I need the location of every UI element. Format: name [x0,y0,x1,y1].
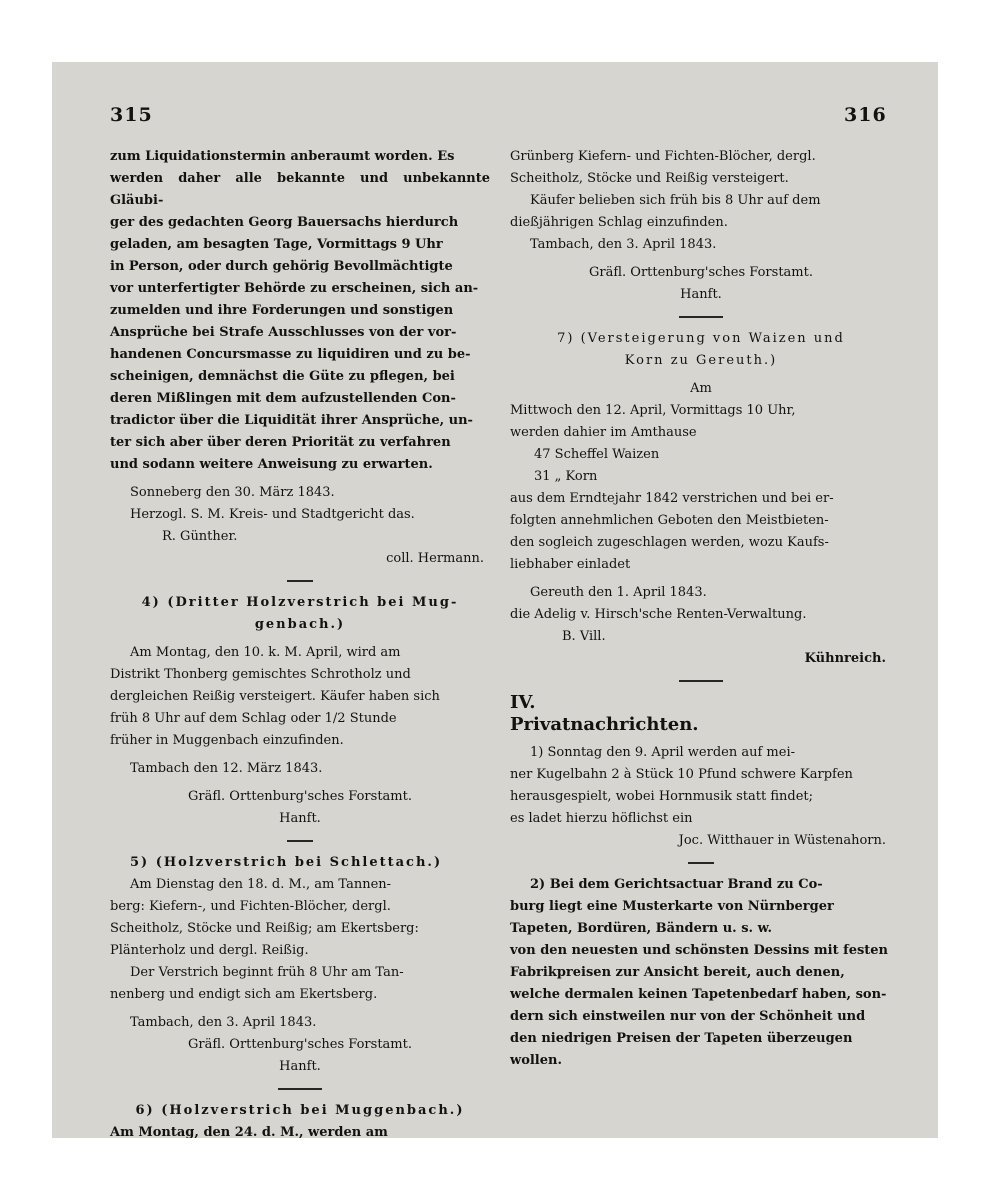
signature: Hanft. [279,1059,321,1074]
text-line: von den neuesten und schönsten Dessins mit festen [510,943,889,958]
text-line: werden dahier im Amthause [510,425,697,440]
text-line: dergleichen Reißig versteigert. Käufer haben sich [110,689,440,704]
text-line: Plänterholz und dergl. Reißig. [110,943,309,958]
section-divider [287,580,313,582]
section-title: Privatnachrichten. [510,714,699,735]
signature: B. Vill. [562,629,606,644]
text-line: ner Kugelbahn 2 à Stück 10 Pfund schwere Karpfen [510,767,853,782]
signature: Kühnreich. [804,651,886,666]
right-column [510,146,892,1072]
date-line: Sonneberg den 30. März 1843. [130,485,335,500]
notice-6-title: 6) (Holzverstrich bei Muggenbach.) [135,1103,465,1118]
signature: Hanft. [279,811,321,826]
text-line: Scheitholz, Stöcke und Reißig versteigert. [510,171,789,186]
date-line: Gereuth den 1. April 1843. [530,585,707,600]
text-line: aus dem Erndtejahr 1842 verstrichen und bei er- [510,491,834,506]
text-line: Käufer belieben sich früh bis 8 Uhr auf dem [530,193,821,208]
text-line: Tapeten, Bordüren, Bändern u. s. w. [510,921,772,936]
text-line: Grünberg Kiefern- und Fichten-Blöcher, dergl. [510,149,816,164]
text-line: zumelden und ihre Forderungen und sonstigen [110,303,454,318]
text-line: zum Liquidationstermin anberaumt worden. Es [110,149,455,164]
text-line: und sodann weitere Anweisung zu erwarten. [110,457,433,472]
section-divider [679,316,723,318]
notice-7-title: 7) (Versteigerung von Waizen und [557,331,845,346]
text-line: burg liegt eine Musterkarte von Nürnberger [510,899,834,914]
section-divider [287,840,313,842]
signature: R. Günther. [162,529,238,544]
text-line: früher in Muggenbach einzufinden. [110,733,344,748]
text-line: Ansprüche bei Strafe Ausschlusses von der vor- [110,325,457,340]
page-number-left: 315 [110,104,153,126]
court-name: Herzogl. S. M. Kreis- und Stadtgericht das. [130,507,415,522]
text-line: in Person, oder durch gehörig Bevollmächtigte [110,259,453,274]
notice-5-title: 5) (Holzverstrich bei Schlettach.) [130,855,443,870]
text-line: es ladet hierzu höflichst ein [510,811,693,826]
text-line: Distrikt Thonberg gemischtes Schrotholz und [110,667,411,682]
signature: Joc. Witthauer in Wüstenahorn. [678,833,886,848]
text-line: den niedrigen Preisen der Tapeten überzeugen [510,1031,853,1046]
text-line: Am Dienstag den 18. d. M., am Tannen- [130,877,392,892]
office-name: Gräfl. Orttenburg'sches Forstamt. [188,1037,412,1052]
office-name: die Adelig v. Hirsch'sche Renten-Verwaltung. [510,607,807,622]
office-name: Gräfl. Orttenburg'sches Forstamt. [589,265,813,280]
text-line: folgten annehmlichen Geboten den Meistbieten- [510,513,829,528]
section-divider [688,862,714,864]
text-line: 1) Sonntag den 9. April werden auf mei- [530,745,796,760]
text-line: handenen Concursmasse zu liquidiren und zu be- [110,347,471,362]
section-divider [278,1088,322,1090]
text-line: wollen. [510,1053,562,1068]
office-name: Gräfl. Orttenburg'sches Forstamt. [188,789,412,804]
section-number: IV. [510,692,536,713]
text-line: früh 8 Uhr auf dem Schlag oder 1/2 Stunde [110,711,397,726]
text-line: tradictor über die Liquidität ihrer Ansprüche, un- [110,413,473,428]
text-line: scheinigen, demnächst die Güte zu pflegen, bei [110,369,455,384]
notice-4-title-cont: genbach.) [254,617,346,632]
text-line: vor unterfertigter Behörde zu erscheinen, sich an- [110,281,479,296]
text-line: berg: Kiefern-, und Fichten-Blöcher, dergl. [110,899,391,914]
left-column [110,146,490,1138]
text-line: dießjährigen Schlag einzufinden. [510,215,728,230]
intro-paragraph [110,146,490,476]
text-line: 2) Bei dem Gerichtsactuar Brand zu Co- [530,877,823,892]
signature-coll: coll. Hermann. [386,551,484,566]
text-line: Am [690,381,712,396]
text-line: herausgespielt, wobei Hornmusik statt findet; [510,789,814,804]
text-line: Am Montag, den 10. k. M. April, wird am [130,645,401,660]
page-number-right: 316 [844,104,887,126]
text-line: ter sich aber über deren Priorität zu verfahren [110,435,451,450]
text-line: geladen, am besagten Tage, Vormittags 9 Uhr [110,237,443,252]
text-line: nenberg und endigt sich am Ekertsberg. [110,987,378,1002]
grain-item: 31 „ Korn [534,469,598,484]
scanned-page-spread [52,62,938,1138]
date-line: Tambach, den 3. April 1843. [130,1015,317,1030]
text-line: liebhaber einladet [510,557,631,572]
text-line: ger des gedachten Georg Bauersachs hierdurch [110,215,459,230]
private-notice-2 [510,874,892,1072]
text-line: Scheitholz, Stöcke und Reißig; am Ekertsberg: [110,921,419,936]
date-line: Tambach, den 3. April 1843. [530,237,717,252]
grain-item: 47 Scheffel Waizen [534,447,660,462]
text-line: Mittwoch den 12. April, Vormittags 10 Uhr, [510,403,796,418]
text-line: Fabrikpreisen zur Ansicht bereit, auch denen, [510,965,845,980]
section-divider [679,680,723,682]
text-line: den sogleich zugeschlagen werden, wozu Kaufs- [510,535,829,550]
text-line: deren Mißlingen mit dem aufzustellenden Con- [110,391,456,406]
date-line: Tambach den 12. März 1843. [130,761,323,776]
text-line: Der Verstrich beginnt früh 8 Uhr am Tan- [130,965,404,980]
notice-4-title: 4) (Dritter Holzverstrich bei Mug- [141,595,459,610]
text-line: werden daher alle bekannte und unbekannte Gläubi- [110,171,490,208]
text-line: dern sich einstweilen nur von der Schönheit und [510,1009,866,1024]
signature: Hanft. [680,287,722,302]
text-line: Am Montag, den 24. d. M., werden am [110,1125,388,1138]
text-line: welche dermalen keinen Tapetenbedarf haben, son- [510,987,887,1002]
notice-7-title-cont: Korn zu Gereuth.) [624,353,778,368]
